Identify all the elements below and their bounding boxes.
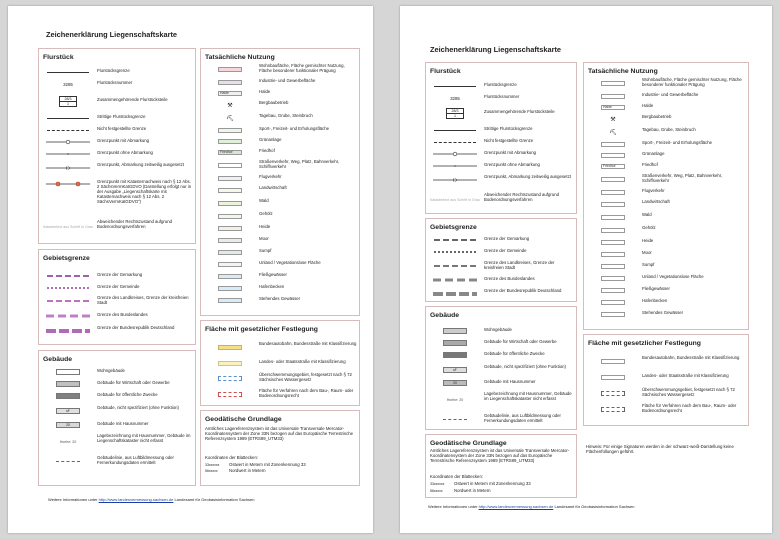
legend-label: Tagebau, Grube, Steinbruch	[259, 113, 313, 118]
legend-swatch	[601, 288, 625, 293]
legend-label: Flugverkehr	[259, 174, 282, 179]
legend-row	[201, 174, 359, 182]
legend-row: Nicht festgestellte Grenze	[426, 138, 576, 146]
legend-row: Grenze der Gemarkung	[426, 236, 576, 244]
legend-label: Gehölz	[259, 211, 273, 216]
legend-swatch	[601, 177, 625, 182]
legend-row	[584, 173, 748, 185]
legend-swatch	[601, 312, 625, 317]
legend-row: Grenzpunkt mit Katasternachweis nach § 12 Abs. 2 SächsVermKatGDVO (Darstellung erfolgt nur in der Ausgabe „Liegenschaftskarte mit Katasternachweis nach § 12 Abs. 2 SächsVermKatGDVO“)	[39, 179, 195, 213]
legend-label: Grünanlage	[642, 151, 665, 156]
legend-row: sF Gebäude, nicht spezifiziert (ohne Funktion)	[426, 364, 576, 376]
legend-row	[584, 212, 748, 222]
legend-swatch: Halde	[218, 91, 242, 96]
legend-row	[201, 113, 359, 123]
legend-label: Industrie- und Gewerbefläche	[259, 78, 316, 83]
legend-label: Heide	[259, 224, 271, 229]
legend-row: Grenze der Bundesrepublik Deutschland	[97, 325, 175, 330]
legend-swatch	[218, 298, 242, 303]
legend-row: Wohngebäude	[426, 327, 576, 335]
legend-row	[201, 63, 359, 75]
legend-row: Grenzpunkt mit Abmarkung	[426, 150, 576, 158]
legend-label: Landwirtschaft	[259, 185, 287, 190]
legend-swatch	[218, 250, 242, 255]
legend-swatch	[601, 153, 625, 158]
legend-row: Gebäudelinie, aus Luftbildmessung oder Fernerkundungsdaten ermittelt	[39, 455, 195, 467]
legend-row: Nicht festgestellte Grenze	[39, 126, 195, 134]
legend-row	[584, 199, 748, 209]
legend-row	[201, 272, 359, 281]
legend-swatch: Friedhof	[601, 164, 625, 169]
legend-row: Bundesautobahn, Bundesstraße mit Klassifizierung	[584, 355, 748, 367]
legend-row: Katastertext aus Schrift in Grau Abweichender Rechtszustand aufgrund Bodenordnungsverfahren	[430, 192, 560, 203]
legend-label: Moor	[259, 236, 269, 241]
legend-row: Katastertext aus Schrift in Grau Abweichender Rechtszustand aufgrund Bodenordnungsverfahren	[43, 219, 173, 230]
mining-icon: ⛏	[226, 115, 234, 122]
legend-row	[584, 140, 748, 148]
legend-row: Grenze der Bundesrepublik Deutschland	[484, 288, 562, 293]
legend-swatch	[218, 80, 242, 85]
legend-row	[201, 198, 359, 208]
legend-swatch	[601, 228, 625, 233]
legend-row	[584, 188, 748, 196]
legend-row: Hoehe: 20 Lagebezeichnung mit Hausnummer, Gebäude im Liegenschaftskataster nicht erfasst	[59, 433, 191, 444]
legend-row	[584, 225, 748, 235]
legend-label: Wohnbaufläche, Fläche gemischter Nutzung, Fläche besonderer funktionaler Prägung	[259, 63, 345, 74]
section-title: Gebäude	[43, 356, 73, 363]
legend-row: Grenze der Gemarkung	[39, 272, 195, 280]
legend-swatch	[218, 201, 242, 206]
legend-row: 3285 Flurstücksnummer	[450, 94, 520, 101]
section-title: Gebietsgrenze	[430, 224, 477, 231]
legend-label: Flugverkehr	[642, 188, 665, 193]
gebaeude-section	[425, 306, 577, 430]
section-title: Gebietsgrenze	[43, 255, 90, 262]
footer-link[interactable]: http://www.landesvermessung.sachsen.de	[478, 504, 554, 509]
legend-row: Grenze des Landkreises, Grenze der kreisfreien Stadt	[39, 295, 195, 307]
legend-label: Straßenverkehr, Weg, Platz, Bahnverkehr, Schiffsverkehr	[642, 173, 723, 184]
legend-row	[201, 126, 359, 134]
section-title: Flurstück	[43, 54, 74, 61]
legend-row: Wohngebäude	[39, 368, 195, 376]
legend-row: Überschwemmungsgebiet, festgesetzt nach § 72 Sächsisches Wassergesetz	[201, 372, 359, 384]
legend-row	[201, 159, 359, 171]
legend-label: Sport-, Freizeit- und Erholungsfläche	[259, 126, 329, 131]
legend-swatch	[218, 67, 242, 72]
legend-row: Fläche für Verfahren nach dem Bau-, Raum- oder Bodenordnungsrecht	[584, 403, 748, 415]
legend-row	[201, 211, 359, 221]
section-title: Gebäude	[430, 312, 460, 319]
nutzung-section	[200, 48, 360, 316]
legend-row: Gebäude für öffentliche Zwecke	[426, 351, 576, 359]
legend-row: Grenzpunkt, Abmarkung zeitweilig ausgesetzt	[39, 162, 195, 174]
legend-row: Fläche für Verfahren nach dem Bau-, Raum- oder Bodenordnungsrecht	[201, 388, 359, 400]
legend-swatch	[218, 214, 242, 219]
legend-label: Landwirtschaft	[642, 199, 670, 204]
legend-row: Flurstücksgrenze	[426, 82, 576, 90]
geodaetisch-section: Geodätische Grundlage Amtliches Lagereferenzsystem ist das Universale Transversale Mercator-Koordinatensystem der Zone 33N bezogen auf das Europäische Terrestrische Referenzsystem 1989 (ETRS89_UTM33) Koordinaten der Blattecken: 33xxxxxx Ostwert in Metern mit Zonenkennung 33 56xxxxx Nordwert in Metern	[425, 434, 577, 498]
legend-row: 28/3 1 Zusammengehörende Flurstücksteile	[426, 106, 576, 120]
legend-row: Hoehe: 20 Lagebezeichnung mit Hausnummer, Gebäude im Liegenschaftskataster nicht erfasst	[446, 391, 572, 402]
legend-swatch	[218, 274, 242, 279]
legend-swatch	[218, 286, 242, 291]
legend-swatch	[218, 163, 242, 168]
legend-label: Heide	[642, 238, 654, 243]
legend-label: Stehendes Gewässer	[642, 310, 684, 315]
legend-label: Wald	[259, 198, 269, 203]
legend-row	[201, 260, 359, 269]
legend-row	[201, 284, 359, 293]
legend-label: Grünanlage	[259, 137, 282, 142]
legend-row	[584, 250, 748, 259]
legend-row: Grenzpunkt ohne Abmarkung	[39, 150, 195, 158]
section-title: Geodätische Grundlage	[205, 416, 282, 423]
legend-row	[201, 224, 359, 233]
legend-label: Fließgewässer	[642, 286, 670, 291]
legend-swatch	[218, 238, 242, 243]
legend-label: Bergbaubetrieb	[259, 100, 289, 105]
legend-swatch	[601, 94, 625, 99]
gebaeude-section	[38, 350, 196, 486]
legend-label: Industrie- und Gewerbefläche	[642, 92, 699, 97]
legend-row: 20 Gebäude mit Hausnummer	[39, 421, 195, 429]
mining-icon: ⛏	[609, 129, 617, 136]
legend-row	[201, 148, 359, 156]
legend-label: Wald	[642, 212, 652, 217]
legend-label: Stehendes Gewässer	[259, 296, 301, 301]
legend-swatch	[601, 300, 625, 305]
legend-row	[201, 78, 359, 86]
legend-row: Gebäude für Wirtschaft oder Gewerbe	[426, 339, 576, 347]
legend-row	[584, 298, 748, 307]
legend-row: Grenze des Bundeslandes	[97, 312, 148, 317]
legend-swatch	[601, 190, 625, 195]
legend-row: Gebäudelinie, aus Luftbildmessung oder Fernerkundungsdaten ermittelt	[426, 413, 576, 425]
legend-row: Grenze des Bundeslandes	[484, 276, 535, 281]
legend-row: Grenzpunkt, Abmarkung zeitweilig ausgesetzt	[426, 174, 576, 186]
legend-row	[584, 310, 748, 319]
legend-label: Halde	[259, 89, 271, 94]
legend-label: Moor	[642, 250, 652, 255]
legend-label: Bergbaubetrieb	[642, 114, 672, 119]
legend-swatch	[601, 240, 625, 245]
nutzung-section	[583, 62, 749, 330]
legend-row	[584, 262, 748, 271]
legend-row: Überschwemmungsgebiet, festgesetzt nach § 72 Sächsisches Wassergesetz	[584, 387, 748, 399]
legend-row: Strittige Flurstücksgrenze	[426, 126, 576, 134]
legend-swatch: Halde	[601, 105, 625, 110]
legend-row: Flurstücksgrenze	[39, 68, 195, 76]
legend-label: Straßenverkehr, Weg, Platz, Bahnverkehr, Schiffsverkehr	[259, 159, 340, 170]
legend-label: Friedhof	[259, 148, 275, 153]
legend-row	[201, 248, 359, 257]
legend-swatch	[601, 252, 625, 257]
page-title: Zeichenerklärung Liegenschaftskarte	[430, 45, 562, 54]
legend-row	[584, 114, 748, 124]
page-left	[8, 6, 373, 533]
legend-row	[584, 92, 748, 100]
legend-swatch	[218, 188, 242, 193]
legend-row	[584, 238, 748, 247]
footer: Weitere Informationen unter http://www.landesvermessung.sachsen.de Landesamt für Geobasisinformation Sachsen	[428, 504, 635, 509]
legend-row	[201, 89, 359, 97]
legend-row	[201, 100, 359, 110]
legend-row	[584, 162, 748, 170]
legend-label: Fließgewässer	[259, 272, 287, 277]
legend-row: Gebäude für Wirtschaft oder Gewerbe	[39, 380, 195, 388]
mining-icon: ⚒	[227, 102, 233, 109]
legend-label: Sport-, Freizeit- und Erholungsfläche	[642, 140, 712, 145]
legend-row: Grenzpunkt ohne Abmarkung	[426, 162, 576, 170]
legend-row	[584, 151, 748, 159]
mining-icon: ⚒	[610, 116, 616, 123]
legend-row	[584, 77, 748, 89]
legend-label: Sumpf	[642, 262, 655, 267]
section-title: Flurstück	[430, 68, 461, 75]
gebietsgrenze-section	[38, 249, 196, 345]
section-title: Tatsächliche Nutzung	[205, 54, 275, 61]
page-right	[400, 6, 772, 533]
legend-row	[201, 236, 359, 245]
legend-swatch	[601, 202, 625, 207]
gebietsgrenze-section	[425, 218, 577, 302]
legend-row: Strittige Flurstücksgrenze	[39, 114, 195, 122]
legend-swatch: Friedhof	[218, 150, 242, 155]
footer: Weitere Informationen unter http://www.landesvermessung.sachsen.de Landesamt für Geobasisinformation Sachsen	[48, 497, 255, 502]
section-title: Geodätische Grundlage	[430, 440, 507, 447]
legend-label: Hafenbecken	[642, 298, 668, 303]
legend-row: sF Gebäude, nicht spezifiziert (ohne Funktion)	[39, 405, 195, 417]
festlegung-section	[583, 334, 749, 426]
legend-row: 3285 Flurstücksnummer	[63, 80, 133, 87]
legend-label: Tagebau, Grube, Steinbruch	[642, 127, 696, 132]
legend-label: Hafenbecken	[259, 284, 285, 289]
legend-row	[584, 274, 748, 283]
flurstueck-section	[425, 62, 577, 214]
legend-label: Unland / Vegetationslose Fläche	[642, 274, 704, 279]
legend-swatch	[218, 139, 242, 144]
legend-row: Grenze des Landkreises, Grenze der kreisfreien Stadt	[426, 260, 576, 272]
legend-row: Landes- oder Staatsstraße mit Klassifizierung	[201, 359, 359, 367]
legend-row	[584, 286, 748, 295]
legend-row: 28/3 1 Zusammengehörende Flurstücksteile	[39, 93, 195, 109]
legend-swatch	[601, 81, 625, 86]
legend-label: Halde	[642, 103, 654, 108]
legend-label: Friedhof	[642, 162, 658, 167]
legend-swatch	[218, 128, 242, 133]
legend-swatch	[218, 176, 242, 181]
legend-row: 20 Gebäude mit Hausnummer	[426, 379, 576, 387]
flurstueck-section	[38, 48, 196, 244]
legend-swatch	[601, 264, 625, 269]
legend-row	[201, 185, 359, 195]
legend-swatch	[218, 262, 242, 267]
festlegung-section	[200, 320, 360, 406]
footer-link[interactable]: http://www.landesvermessung.sachsen.de	[98, 497, 174, 502]
legend-label: Sumpf	[259, 248, 272, 253]
legend-label: Gehölz	[642, 225, 656, 230]
section-title: Fläche mit gesetzlicher Festlegung	[588, 340, 701, 347]
hinweis-note: Hinweis: Für einige Signaturen werden in der schwarz-weiß-Darstellung keine Flächenfüllungen geführt.	[586, 444, 734, 455]
legend-row: Landes- oder Staatsstraße mit Klassifizierung	[584, 373, 748, 381]
legend-swatch	[601, 276, 625, 281]
legend-row	[201, 296, 359, 305]
legend-row: Grenze der Gemeinde	[39, 284, 195, 292]
legend-row	[584, 103, 748, 111]
legend-swatch	[601, 215, 625, 220]
legend-row: Grenze der Gemeinde	[426, 248, 576, 256]
legend-row: Grenzpunkt mit Abmarkung	[39, 138, 195, 146]
section-title: Fläche mit gesetzlicher Festlegung	[205, 326, 318, 333]
legend-row: Gebäude für öffentliche Zwecke	[39, 392, 195, 400]
legend-label: Wohnbaufläche, Fläche gemischter Nutzung, Fläche besonderer funktionaler Prägung	[642, 77, 742, 88]
legend-row: Bundesautobahn, Bundesstraße mit Klassifizierung	[201, 341, 359, 353]
page-title: Zeichenerklärung Liegenschaftskarte	[46, 30, 178, 39]
legend-swatch	[218, 226, 242, 231]
legend-row	[201, 137, 359, 145]
section-title: Tatsächliche Nutzung	[588, 68, 658, 75]
geodaetisch-section: Geodätische Grundlage Amtliches Lagereferenzsystem ist das Universale Transversale Mercator-Koordinatensystem der Zone 33N bezogen auf das Europäische Terrestrische Referenzsystem 1989 (ETRS89_UTM33) Koordinaten der Blattecken: 33xxxxxx Ostwert in Metern mit Zonenkennung 33 56xxxxx Nordwert in Metern	[200, 410, 360, 486]
legend-swatch	[601, 142, 625, 147]
legend-label: Unland / Vegetationslose Fläche	[259, 260, 321, 265]
legend-row	[584, 127, 748, 137]
